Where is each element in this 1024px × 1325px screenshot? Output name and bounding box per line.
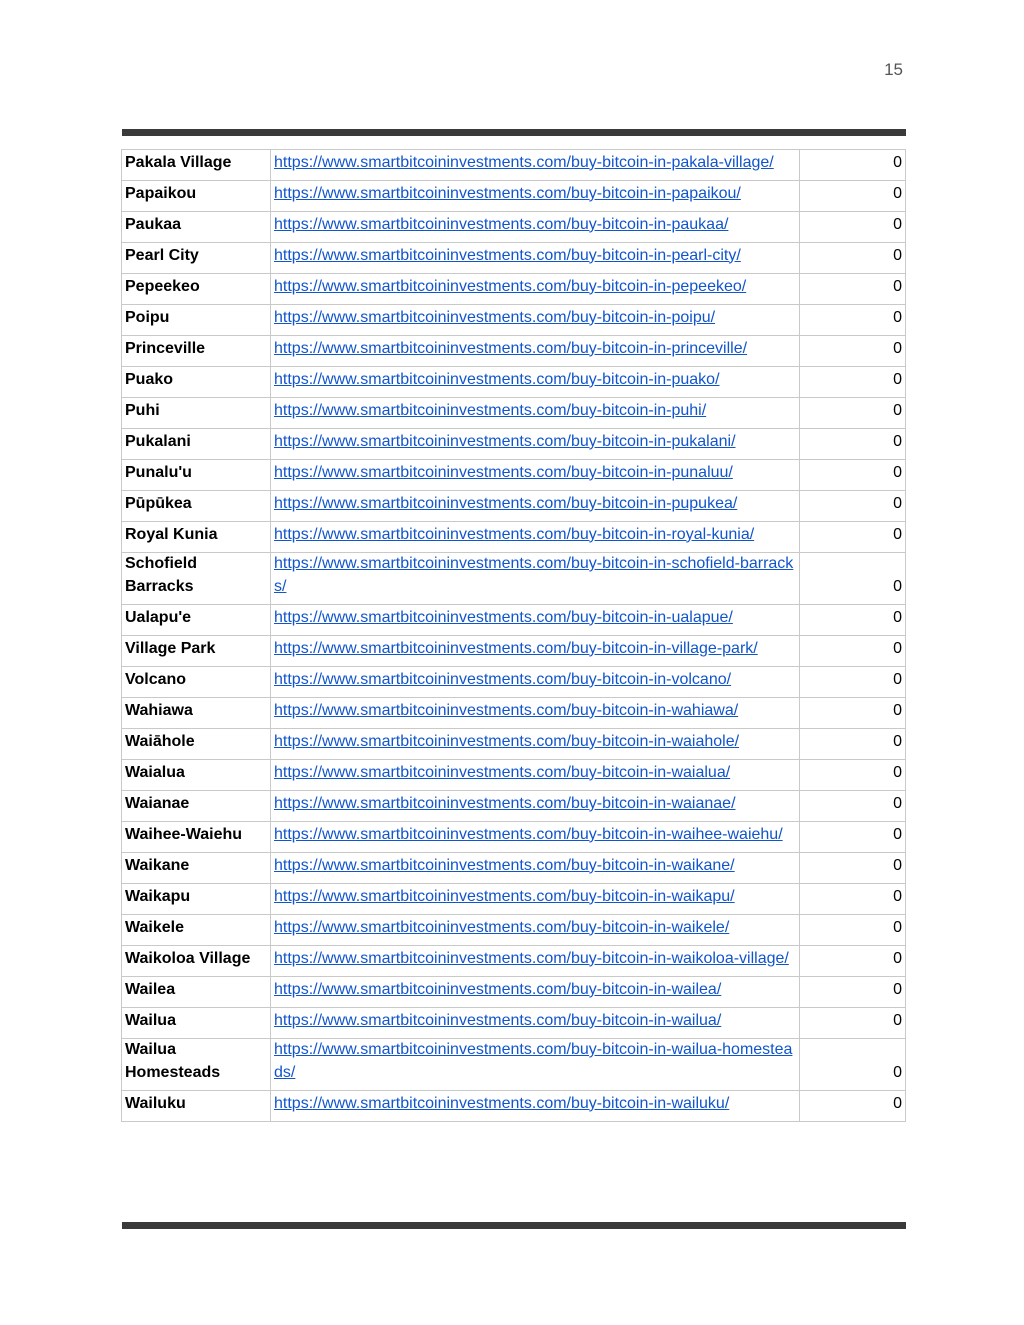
url-cell	[271, 181, 800, 212]
count-cell: 0	[800, 398, 906, 429]
location-url-link[interactable]: https://www.smartbitcoininvestments.com/buy-bitcoin-in-wailuku/	[274, 1094, 730, 1112]
count-cell: 0	[800, 791, 906, 822]
url-cell	[271, 729, 800, 760]
location-url-link[interactable]: https://www.smartbitcoininvestments.com/buy-bitcoin-in-pakala-village/	[274, 153, 774, 171]
table-row	[122, 398, 906, 429]
location-url-link[interactable]: https://www.smartbitcoininvestments.com/buy-bitcoin-in-village-park/	[274, 639, 758, 657]
url-cell	[271, 398, 800, 429]
table-row	[122, 760, 906, 791]
page-number: 15	[884, 60, 903, 79]
location-url-link[interactable]: https://www.smartbitcoininvestments.com/buy-bitcoin-in-pukalani/	[274, 432, 736, 450]
count-cell: 0	[800, 150, 906, 181]
location-name-cell: Pearl City	[122, 243, 271, 274]
url-cell	[271, 667, 800, 698]
count-cell: 0	[800, 460, 906, 491]
location-name-cell: Waialua	[122, 760, 271, 791]
location-url-link[interactable]: https://www.smartbitcoininvestments.com/buy-bitcoin-in-ualapue/	[274, 608, 733, 626]
count-cell: 0	[800, 977, 906, 1008]
location-name-cell: Waikapu	[122, 884, 271, 915]
table-row	[122, 212, 906, 243]
count-cell: 0	[800, 336, 906, 367]
url-cell	[271, 791, 800, 822]
location-name-cell: Wailua	[122, 1008, 271, 1039]
location-name-cell: Schofield Barracks	[122, 553, 271, 605]
location-url-link[interactable]: https://www.smartbitcoininvestments.com/buy-bitcoin-in-waikapu/	[274, 887, 735, 905]
table-row	[122, 181, 906, 212]
count-cell: 0	[800, 491, 906, 522]
location-name-cell: Puako	[122, 367, 271, 398]
table-row	[122, 853, 906, 884]
count-cell: 0	[800, 243, 906, 274]
location-url-link[interactable]: https://www.smartbitcoininvestments.com/buy-bitcoin-in-waianae/	[274, 794, 736, 812]
table-row	[122, 1091, 906, 1122]
location-name-cell: Volcano	[122, 667, 271, 698]
location-url-link[interactable]: https://www.smartbitcoininvestments.com/buy-bitcoin-in-puako/	[274, 370, 720, 388]
count-cell: 0	[800, 305, 906, 336]
location-url-link[interactable]: https://www.smartbitcoininvestments.com/buy-bitcoin-in-wailea/	[274, 980, 722, 998]
table-row	[122, 791, 906, 822]
table-row	[122, 636, 906, 667]
url-cell	[271, 1091, 800, 1122]
table-row	[122, 667, 906, 698]
location-url-link[interactable]: https://www.smartbitcoininvestments.com/buy-bitcoin-in-poipu/	[274, 308, 716, 326]
top-divider	[122, 129, 906, 136]
count-cell: 0	[800, 729, 906, 760]
location-url-link[interactable]: https://www.smartbitcoininvestments.com/buy-bitcoin-in-waialua/	[274, 763, 731, 781]
table-row	[122, 605, 906, 636]
table-row	[122, 729, 906, 760]
location-name-cell: Pakala Village	[122, 150, 271, 181]
location-url-link[interactable]: https://www.smartbitcoininvestments.com/buy-bitcoin-in-wailua/	[274, 1011, 722, 1029]
url-cell	[271, 491, 800, 522]
count-cell: 0	[800, 1039, 906, 1091]
count-cell: 0	[800, 429, 906, 460]
url-cell	[271, 977, 800, 1008]
count-cell: 0	[800, 698, 906, 729]
table-row	[122, 915, 906, 946]
count-cell: 0	[800, 274, 906, 305]
location-name-cell: Royal Kunia	[122, 522, 271, 553]
url-cell	[271, 553, 800, 605]
location-name-cell: Waianae	[122, 791, 271, 822]
count-cell: 0	[800, 822, 906, 853]
url-cell	[271, 243, 800, 274]
table-row	[122, 305, 906, 336]
location-name-cell: Princeville	[122, 336, 271, 367]
location-name-cell: Waiāhole	[122, 729, 271, 760]
location-url-link[interactable]: https://www.smartbitcoininvestments.com/buy-bitcoin-in-punaluu/	[274, 463, 733, 481]
table-row	[122, 491, 906, 522]
location-url-link[interactable]: https://www.smartbitcoininvestments.com/buy-bitcoin-in-pepeekeo/	[274, 277, 747, 295]
location-name-cell: Pukalani	[122, 429, 271, 460]
location-name-cell: Waikane	[122, 853, 271, 884]
location-name-cell: Village Park	[122, 636, 271, 667]
count-cell: 0	[800, 884, 906, 915]
location-name-cell: Punalu'u	[122, 460, 271, 491]
location-url-link[interactable]: https://www.smartbitcoininvestments.com/buy-bitcoin-in-princeville/	[274, 339, 748, 357]
location-url-link[interactable]: https://www.smartbitcoininvestments.com/buy-bitcoin-in-volcano/	[274, 670, 732, 688]
table-row	[122, 884, 906, 915]
location-links-table	[121, 149, 906, 1122]
table-row	[122, 822, 906, 853]
url-cell	[271, 150, 800, 181]
location-name-cell: Wailea	[122, 977, 271, 1008]
count-cell: 0	[800, 1008, 906, 1039]
location-url-link[interactable]: https://www.smartbitcoininvestments.com/buy-bitcoin-in-schofield-barracks/	[274, 555, 794, 595]
location-url-link[interactable]: https://www.smartbitcoininvestments.com/buy-bitcoin-in-wailua-homesteads/	[274, 1041, 793, 1081]
url-cell	[271, 1008, 800, 1039]
location-url-link[interactable]: https://www.smartbitcoininvestments.com/buy-bitcoin-in-royal-kunia/	[274, 525, 755, 543]
count-cell: 0	[800, 760, 906, 791]
count-cell: 0	[800, 1091, 906, 1122]
count-cell: 0	[800, 181, 906, 212]
table-row	[122, 977, 906, 1008]
table-row	[122, 274, 906, 305]
table-row	[122, 946, 906, 977]
url-cell	[271, 853, 800, 884]
location-url-link[interactable]: https://www.smartbitcoininvestments.com/buy-bitcoin-in-papaikou/	[274, 184, 741, 202]
table-row	[122, 429, 906, 460]
location-url-link[interactable]: https://www.smartbitcoininvestments.com/buy-bitcoin-in-waikoloa-village/	[274, 949, 789, 967]
location-name-cell: Wailuku	[122, 1091, 271, 1122]
bottom-divider	[122, 1222, 906, 1229]
url-cell	[271, 822, 800, 853]
table-row	[122, 336, 906, 367]
table-body	[122, 150, 906, 1122]
url-cell	[271, 915, 800, 946]
url-cell	[271, 274, 800, 305]
location-name-cell: Waikoloa Village	[122, 946, 271, 977]
location-name-cell: Paukaa	[122, 212, 271, 243]
location-url-link[interactable]: https://www.smartbitcoininvestments.com/buy-bitcoin-in-waikele/	[274, 918, 730, 936]
location-url-link[interactable]: https://www.smartbitcoininvestments.com/buy-bitcoin-in-puhi/	[274, 401, 707, 419]
url-cell	[271, 884, 800, 915]
table-row	[122, 698, 906, 729]
location-url-link[interactable]: https://www.smartbitcoininvestments.com/buy-bitcoin-in-pupukea/	[274, 494, 738, 512]
url-cell	[271, 460, 800, 491]
count-cell: 0	[800, 367, 906, 398]
url-cell	[271, 305, 800, 336]
count-cell: 0	[800, 915, 906, 946]
count-cell: 0	[800, 667, 906, 698]
location-name-cell: Wahiawa	[122, 698, 271, 729]
location-url-link[interactable]: https://www.smartbitcoininvestments.com/buy-bitcoin-in-waiahole/	[274, 732, 740, 750]
url-cell	[271, 760, 800, 791]
table-row	[122, 460, 906, 491]
count-cell: 0	[800, 522, 906, 553]
url-cell	[271, 636, 800, 667]
location-name-cell: Wailua Homesteads	[122, 1039, 271, 1091]
location-name-cell: Waikele	[122, 915, 271, 946]
table-row	[122, 367, 906, 398]
location-url-link[interactable]: https://www.smartbitcoininvestments.com/buy-bitcoin-in-wahiawa/	[274, 701, 739, 719]
url-cell	[271, 522, 800, 553]
table-row	[122, 553, 906, 605]
url-cell	[271, 212, 800, 243]
table-row	[122, 522, 906, 553]
count-cell: 0	[800, 212, 906, 243]
location-name-cell: Pepeekeo	[122, 274, 271, 305]
count-cell: 0	[800, 605, 906, 636]
location-url-link[interactable]: https://www.smartbitcoininvestments.com/buy-bitcoin-in-pearl-city/	[274, 246, 741, 264]
location-url-link[interactable]: https://www.smartbitcoininvestments.com/buy-bitcoin-in-paukaa/	[274, 215, 729, 233]
location-name-cell: Papaikou	[122, 181, 271, 212]
url-cell	[271, 605, 800, 636]
table-row	[122, 1008, 906, 1039]
url-cell	[271, 698, 800, 729]
table-row	[122, 243, 906, 274]
url-cell	[271, 429, 800, 460]
location-name-cell: Puhi	[122, 398, 271, 429]
location-name-cell: Ualapu'e	[122, 605, 271, 636]
url-cell	[271, 1039, 800, 1091]
table-row	[122, 1039, 906, 1091]
location-name-cell: Pūpūkea	[122, 491, 271, 522]
url-cell	[271, 946, 800, 977]
location-name-cell: Waihee-Waiehu	[122, 822, 271, 853]
location-url-link[interactable]: https://www.smartbitcoininvestments.com/buy-bitcoin-in-waihee-waiehu/	[274, 825, 783, 843]
url-cell	[271, 367, 800, 398]
location-url-link[interactable]: https://www.smartbitcoininvestments.com/buy-bitcoin-in-waikane/	[274, 856, 735, 874]
table-row	[122, 150, 906, 181]
count-cell: 0	[800, 946, 906, 977]
count-cell: 0	[800, 853, 906, 884]
count-cell: 0	[800, 636, 906, 667]
url-cell	[271, 336, 800, 367]
count-cell: 0	[800, 553, 906, 605]
location-name-cell: Poipu	[122, 305, 271, 336]
